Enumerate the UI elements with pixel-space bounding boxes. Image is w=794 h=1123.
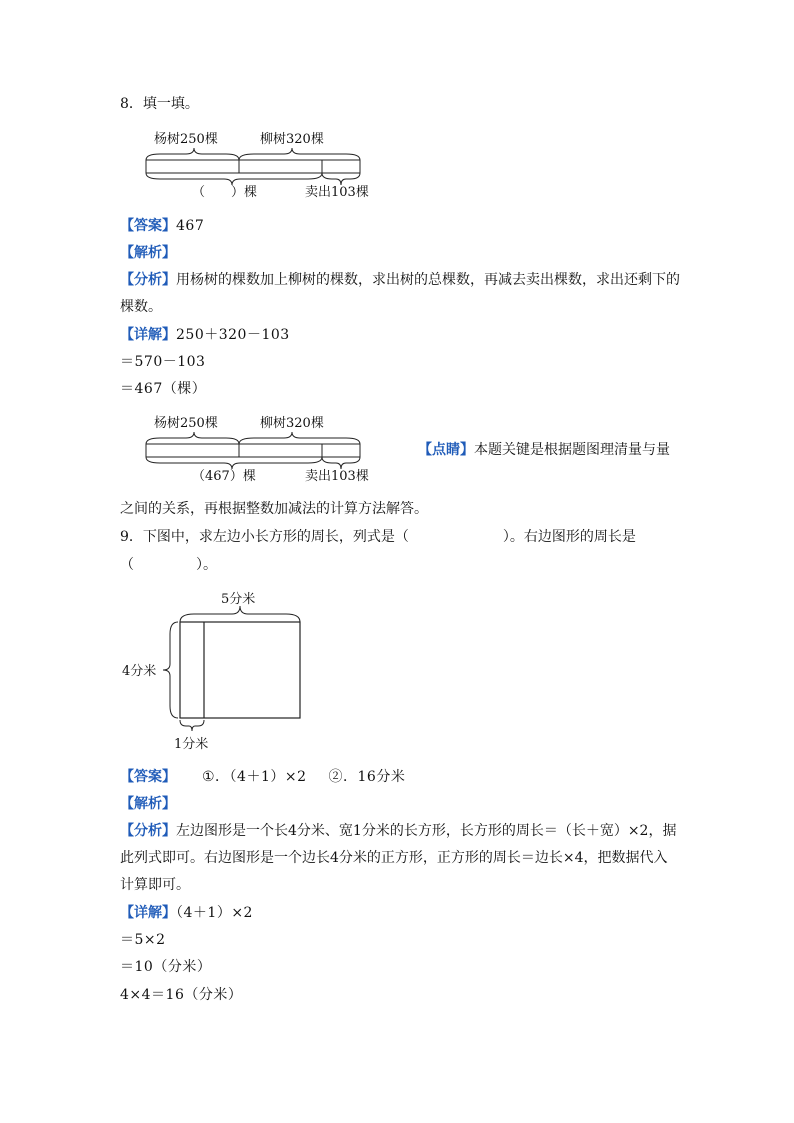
q8-bottom-willow-label: 柳树320棵 [260,416,324,431]
q8-xiangjie [120,326,290,344]
q8-title: 8．填一填。 [120,96,199,112]
fenxi-tag: 【分析】 [120,823,176,839]
q9-top-brace [180,606,300,622]
q9-title-line-2 [120,556,217,574]
q8-fenxi-text: 用杨树的棵数加上柳树的棵数，求出树的总棵数，再减去卖出棵数，求出还剩下的棵数。 [120,272,680,315]
q8-fenxi [120,267,680,321]
q8-top-sold-brace [322,173,360,185]
q9-answer-1: ①．（4＋1）×2 [202,769,307,785]
q9-left-label: 4分米 [122,664,157,679]
q8-answer-value: 467 [176,218,205,234]
fenxi-tag: 【分析】 [120,272,176,288]
q9-fenxi-text: 左边图形是一个长4分米、宽1分米的长方形，长方形的周长＝（长＋宽）×2，据此列式即可。右边图形是一个边长4分米的正方形，正方形的周长＝边长×4，把数据代入计算即可。 [120,823,677,893]
q8-bottom-poplar-label: 杨树250棵 [154,416,218,431]
q8-bottom-sold-brace [322,457,360,469]
q9-xiangjie [120,904,253,922]
q8-top-poplar-brace [146,148,239,160]
q8-bottom-remain-brace [146,457,322,469]
q8-top-remain-brace [146,173,322,185]
q9-step-2: ＝5×2 [120,932,166,948]
q8-dianjing-text-1: 本题关键是根据题图理清量与量 [474,442,670,458]
q9-fenxi [120,818,680,899]
q8-bottom-unknown-label: （467）棵 [192,469,256,484]
q9-title-a: 9．下图中，求左边小长方形的周长，列式是（ [120,529,409,545]
q8-bottom-sold-label: 卖出103棵 [305,469,369,484]
q8-top-willow-label: 柳树320棵 [260,132,324,147]
q8-diagram-bottom [140,410,390,486]
q9-title-d: ）。 [196,557,217,573]
q8-step-2: ＝570－103 [120,354,206,370]
q9-figure [118,586,318,756]
q9-title-line-1 [120,528,636,546]
q8-bottom-willow-brace [239,432,360,444]
q8-answer [120,217,204,235]
q8-top-sold-label: 卖出103棵 [305,185,369,200]
q9-answer-2: ②．16分米 [328,769,406,785]
q8-step-1: 250＋320－103 [176,327,290,343]
q9-bottom-label: 1分米 [174,737,209,752]
q8-analysis-tag [120,244,176,262]
q9-bottom-brace [180,720,204,731]
q9-title-b: ）。右边图形的周长是 [502,529,636,545]
q8-diagram-top [140,126,390,202]
q9-left-brace [163,622,178,718]
answer-tag: 【答案】 [120,769,176,785]
q8-step-3: ＝467（棵） [120,381,207,397]
q8-dianjing [418,441,670,459]
q9-top-label: 5分米 [221,592,256,607]
q8-top-willow-brace [239,148,360,160]
answer-tag: 【答案】 [120,218,176,234]
q8-bottom-poplar-brace [146,432,239,444]
xiangjie-tag: 【详解】 [120,905,176,921]
q9-step-4: 4×4＝16（分米） [120,987,243,1003]
q9-answer [120,768,405,786]
analysis-tag: 【解析】 [120,245,176,261]
dianjing-tag: 【点睛】 [418,442,474,458]
q9-step-1: （4＋1）×2 [176,905,253,921]
q9-outer-rectangle [180,622,300,718]
q8-dianjing-text-2: 之间的关系，再根据整数加减法的计算方法解答。 [120,501,428,517]
q8-top-unknown-label: （ ）棵 [192,185,258,200]
q8-top-poplar-label: 杨树250棵 [154,132,218,147]
analysis-tag: 【解析】 [120,796,176,812]
xiangjie-tag: 【详解】 [120,327,176,343]
q9-analysis-tag [120,795,176,813]
q9-title-c: （ [120,557,134,573]
q9-step-3: ＝10（分米） [120,959,212,975]
